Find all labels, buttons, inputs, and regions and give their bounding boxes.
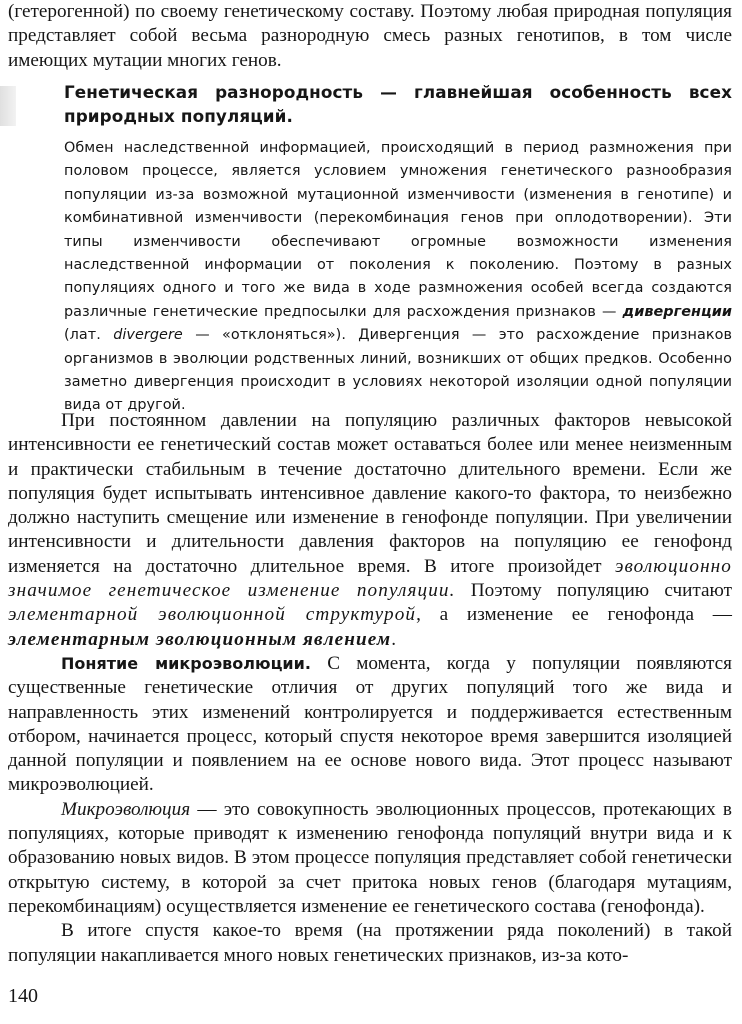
term-significant-change: эволюционно значимое генетическое изменение популяции. [8,555,732,602]
scan-margin-shadow [0,86,16,126]
term-elementary-phenomenon: элементарным эволюционным явлением [8,628,392,650]
callout-text-3: — «отклоняться»). Дивергенция — это расхождение признаков организмов в эволюции родственных линий, возникших от общих предков. Особенно заметно дивергенция происходит в условиях некоторой изоляции одной популяции вида от другой. [64,327,732,414]
text-span: При постоянном давлении на популяцию различных факторов невысокой интенсивности ее генетический состав может оставаться более или менее неизменным и практически стабильным в течение достаточно длительного времени. Если же популяция будет испытывать интенсивное давление какого-то фактора, то неизбежно должно наступить смещение или изменение в генофонде популяции. При увеличении интенсивности и длительности давления факторов на популяцию ее генофонд изменяется на достаточно длительное время. В итоге произойдет [8,410,732,577]
text-span: , а изменение ее генофонда — [416,604,732,626]
callout-text-1: Обмен наследственной информацией, происходящий в период размножения при половом процессе, является условием умножения генетического разнообразия популяции из-за возможной мутационной изменчивости (изменения в генотипе) и комбинативной изменчивости (перекомбинация генов при оплодотворении). Эти типы изменчивости обеспечивают огромные возможности изменения наследственной информации от поколения к поколению. Поэтому в разных популяциях одного и того же вида в ходе размножения особей всегда создаются различные генетические предпосылки для расхождения признаков — [64,140,732,320]
term-elementary-structure: элементарной эволюционной структурой [8,604,417,626]
term-microevolution: Микроэволюция [61,798,191,820]
callout-title: Генетическая разнородность — главнейшая особенность всех природных популяций. [64,82,732,126]
paragraph-accumulation: В итоге спустя какое-то время (на протяжении ряда поколений) в такой популяции накапливается много новых генетических признаков, из-за кото- [8,920,732,966]
text-span: Поэтому популяцию считают [455,580,733,602]
page-number: 140 [8,985,38,1007]
text-span: . [391,628,396,650]
highlight-box [64,80,732,418]
paragraph-microevolution-definition [8,798,732,919]
callout-body [64,137,732,418]
callout-text-2: (лат. [64,327,114,344]
text-span: — это совокупность эволюционных процессов, протекающих в популяциях, которые приводят к изменению генофонда популяций внутри вида и к образованию новых видов. В этом процессе популяция представляет собой генетически открытую систему, в которой за счет притока новых генов (благодаря мутациям, перекомбинациям) осуществляется изменение ее генетического состава (генофонда). [8,798,732,917]
term-divergence: дивергенции [622,303,732,320]
continued-paragraph [8,0,732,73]
top-paragraph-text: (гетерогенной) по своему генетическому составу. Поэтому любая природная популяция представляет собой весьма разнородную смесь разных генотипов, в том числе имеющих мутации многих генов. [8,1,732,71]
paragraph-microevolution-concept [8,652,732,798]
text-span: С момента, когда у популяции появляются существенные генетические отличия от других популяций того же вида и направленность этих изменений контролируется и поддерживается естественным отбором, начинается процесс, который спустя некоторое время завершится изоляцией данной популяции и появлением на ее основе нового вида. Этот процесс называют микроэволюцией. [8,652,732,796]
section-heading-microevolution: Понятие микроэволюции. [61,653,311,673]
paragraph-population-pressure [8,409,732,652]
latin-word: divergere [113,327,183,344]
main-text [8,409,732,968]
